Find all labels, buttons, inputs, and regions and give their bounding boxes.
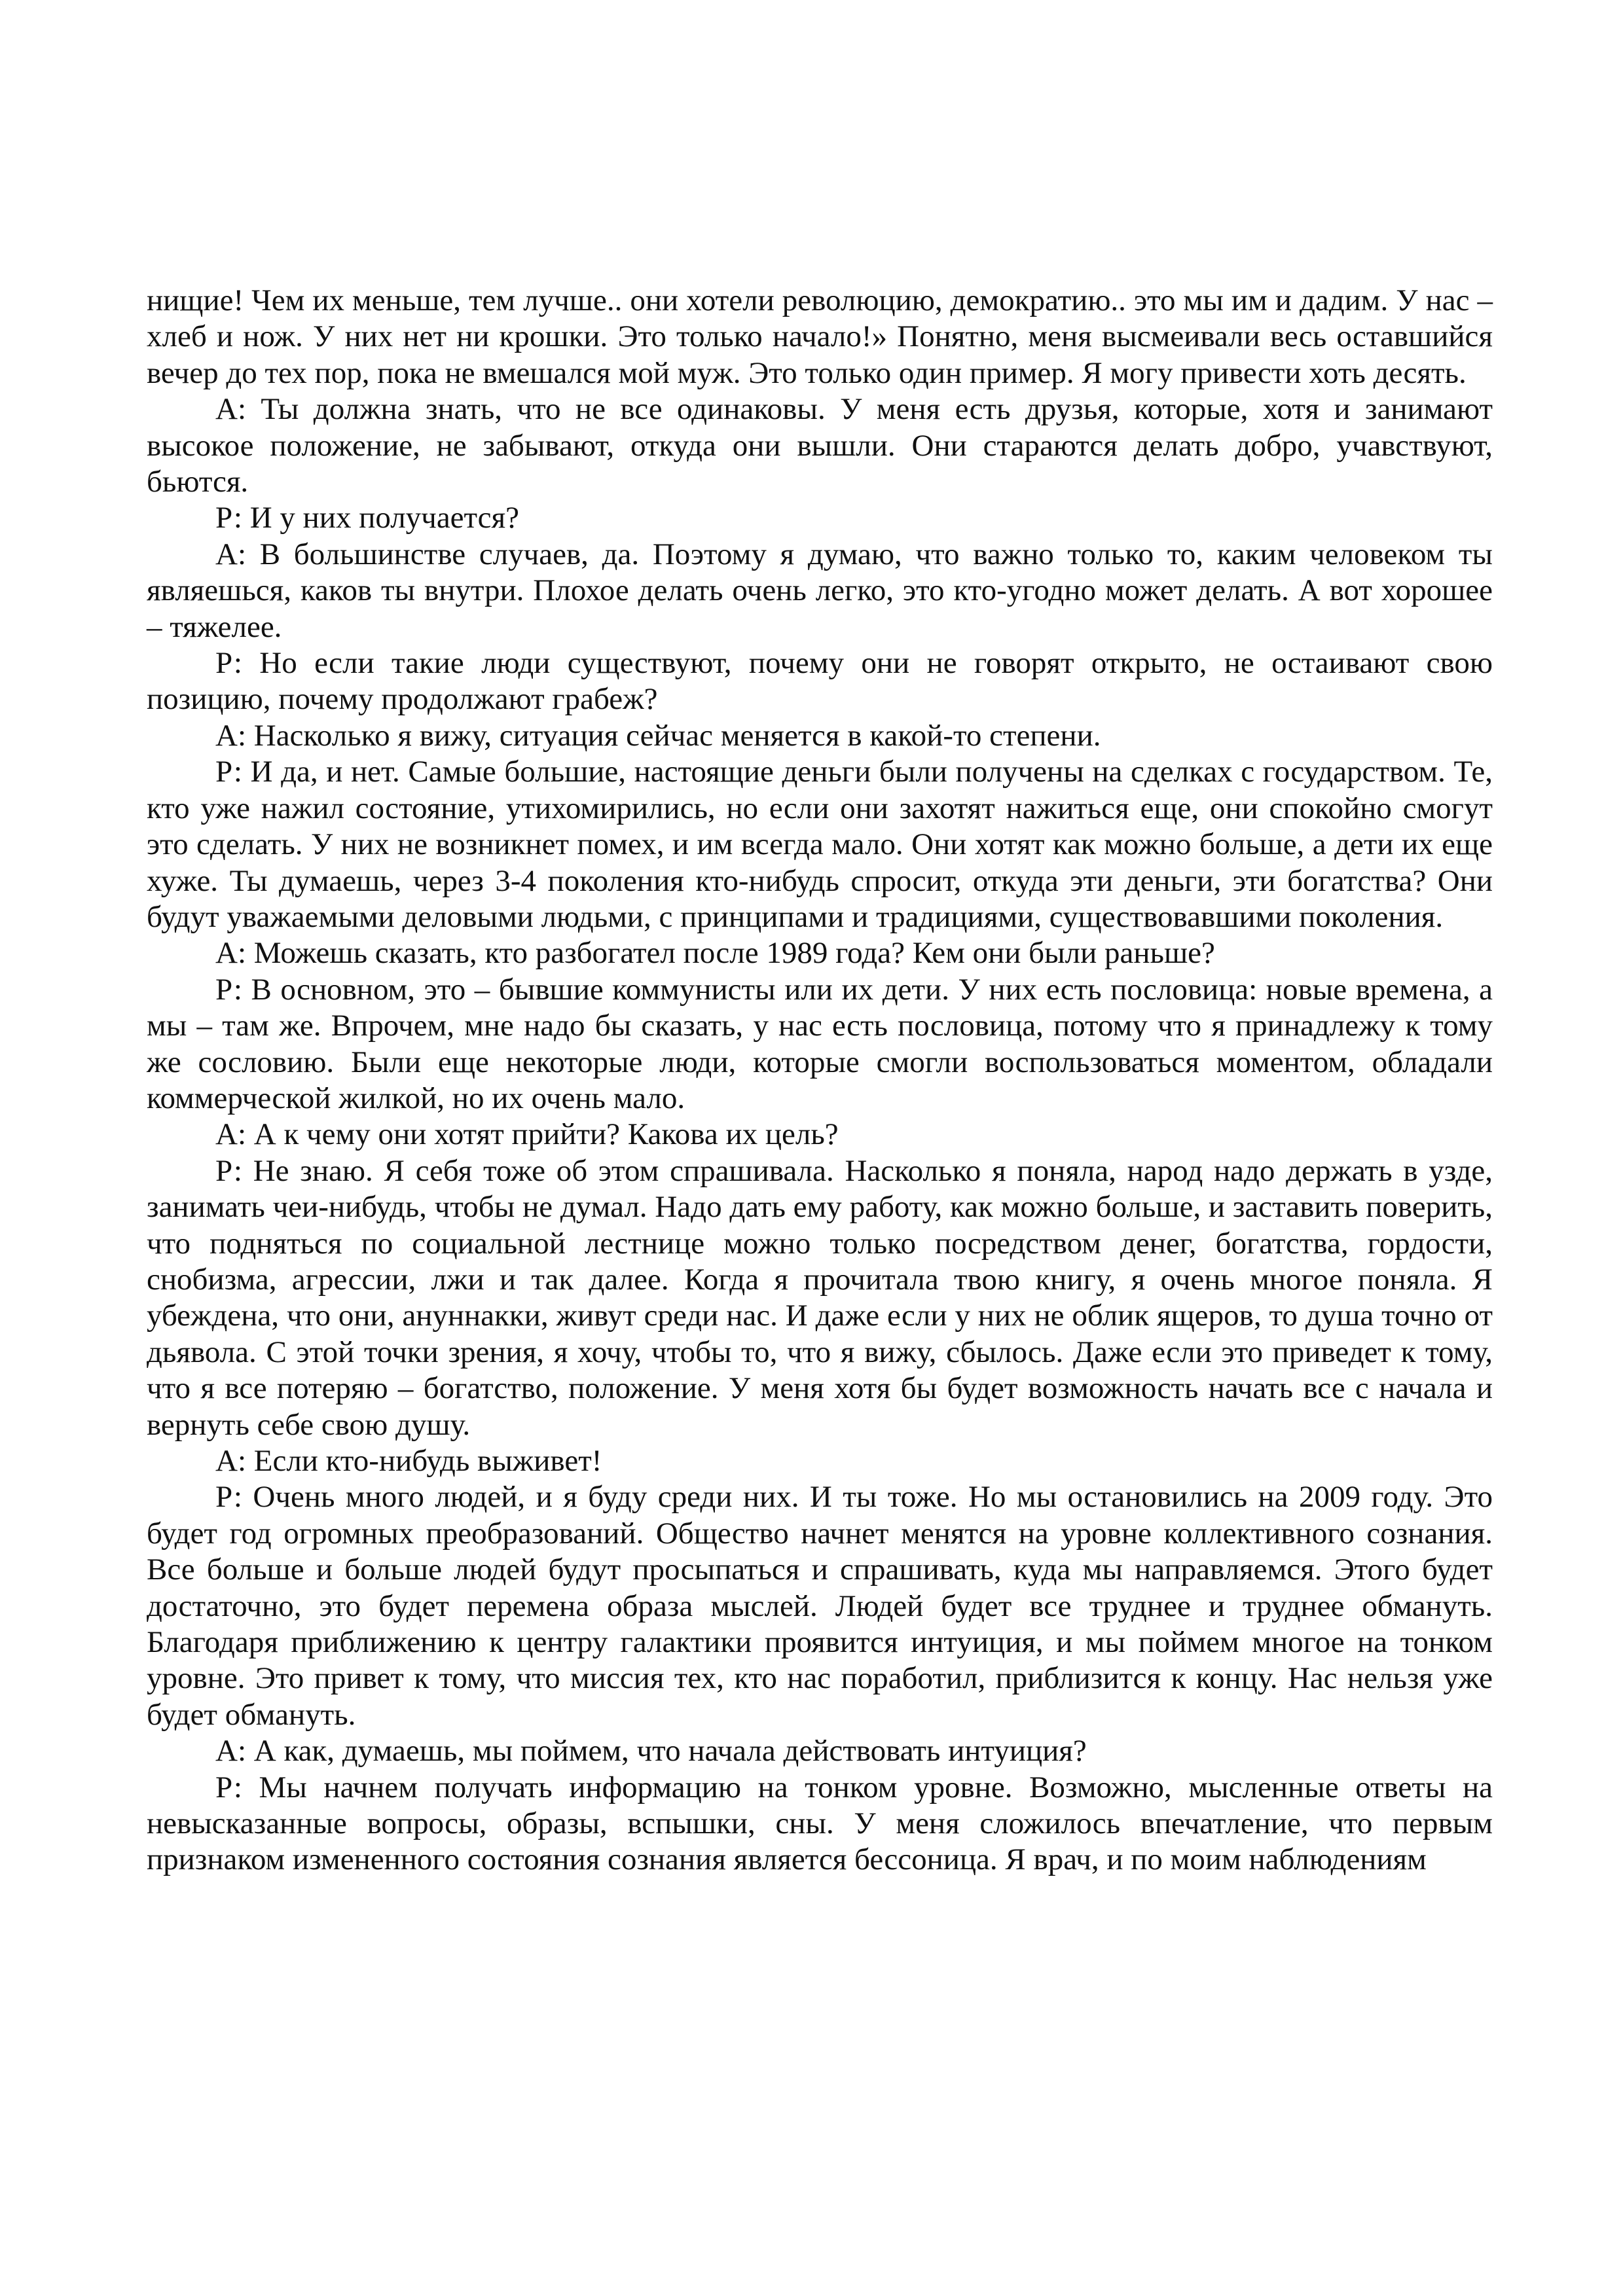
paragraph: Р: Не знаю. Я себя тоже об этом спрашивала. Насколько я поняла, народ надо держать в узде, занимать чеи-нибудь, чтобы не думал. Надо дать ему работу, как можно больше, и заставить поверить, что подняться по социальной лестнице можно только посредством денег, богатства, гордости, снобизма, агрессии, лжи и так далее. Когда я прочитала твою книгу, я очень многое поняла. Я убеждена, что они, ануннакки, живут среди нас. И даже если у них не облик ящеров, то душа точно от дьявола. С этой точки зрения, я хочу, чтобы то, что я вижу, сбылось. Даже если это приведет к тому, что я все потеряю – богатство, положение. У меня хотя бы будет возможность начать все с начала и вернуть себе свою душу.	[147, 1153, 1493, 1442]
paragraph: А: Можешь сказать, кто разбогател после 1989 года? Кем они были раньше?	[215, 936, 1215, 971]
paragraph: Р: И да, и нет. Самые большие, настоящие деньги были получены на сделках с государством. Те, кто уже нажил состояние, утихомирились, но если они захотят нажиться еще, они спокойно смогут это сделать. У них не возникнет помех, и им всегда мало. Они хотят как можно больше, а дети их еще хуже. Ты думаешь, через 3-4 поколения кто-нибудь спросит, откуда эти деньги, эти богатства? Они будут уважаемыми деловыми людьми, с принципами и традициями, существовавшими поколения.	[147, 755, 1493, 934]
paragraph: А: А к чему они хотят прийти? Какова их цель?	[215, 1117, 839, 1152]
paragraph: А: Насколько я вижу, ситуация сейчас меняется в какой-то степени.	[215, 718, 1101, 753]
paragraph: А: Если кто-нибудь выживет!	[215, 1444, 602, 1478]
paragraph: А: Ты должна знать, что не все одинаковы. У меня есть друзья, которые, хотя и занимают высокое положение, не забывают, откуда они вышли. Они стараются делать добро, учавствуют, бьются.	[147, 392, 1493, 499]
paragraph: Р: И у них получается?	[215, 501, 519, 535]
paragraph: А: В большинстве случаев, да. Поэтому я думаю, что важно только то, каким человеком ты являешься, каков ты внутри. Плохое делать очень легко, это кто-угодно может делать. А вот хорошее – тяжелее.	[147, 537, 1493, 644]
paragraph: Р: Очень много людей, и я буду среди них. И ты тоже. Но мы остановились на 2009 году. Это будет год огромных преобразований. Общество начнет менятся на уровне коллективного сознания. Все больше и больше людей будут просыпаться и спрашивать, куда мы направляемся. Этого будет достаточно, это будет перемена образа мыслей. Людей будет все труднее и труднее обмануть. Благодаря приближению к центру галактики проявится интуиция, и мы поймем многое на тонком уровне. Это привет к тому, что миссия тех, кто нас поработил, приблизится к концу. Нас нельзя уже будет обмануть.	[147, 1480, 1493, 1732]
page-body	[147, 283, 1493, 1878]
paragraph: Р: В основном, это – бывшие коммунисты или их дети. У них есть пословица: новые времена, а мы – там же. Впрочем, мне надо бы сказать, у нас есть пословица, потому что я принадлежу к тому же сословию. Были еще некоторые люди, которые смогли воспользоваться моментом, обладали коммерческой жилкой, но их очень мало.	[147, 972, 1493, 1115]
paragraph: А: А как, думаешь, мы поймем, что начала действовать интуиция?	[215, 1734, 1087, 1768]
paragraph: Р: Но если такие люди существуют, почему они не говорят открыто, не остаивают свою позицию, почему продолжают грабеж?	[147, 646, 1493, 717]
paragraph: Р: Мы начнем получать информацию на тонком уровне. Возможно, мысленные ответы на невысказанные вопросы, образы, вспышки, сны. У меня сложилось впечатление, что первым признаком измененного состояния сознания является бессоница. Я врач, и по моим наблюдениям	[147, 1770, 1493, 1877]
paragraph-continued: нищие! Чем их меньше, тем лучше.. они хотели революцию, демократию.. это мы им и дадим. У нас – хлеб и нож. У них нет ни крошки. Это только начало!» Понятно, меня высмеивали весь оставшийся вечер до тех пор, пока не вмешался мой муж. Это только один пример. Я могу привести хоть десять.	[147, 283, 1493, 390]
